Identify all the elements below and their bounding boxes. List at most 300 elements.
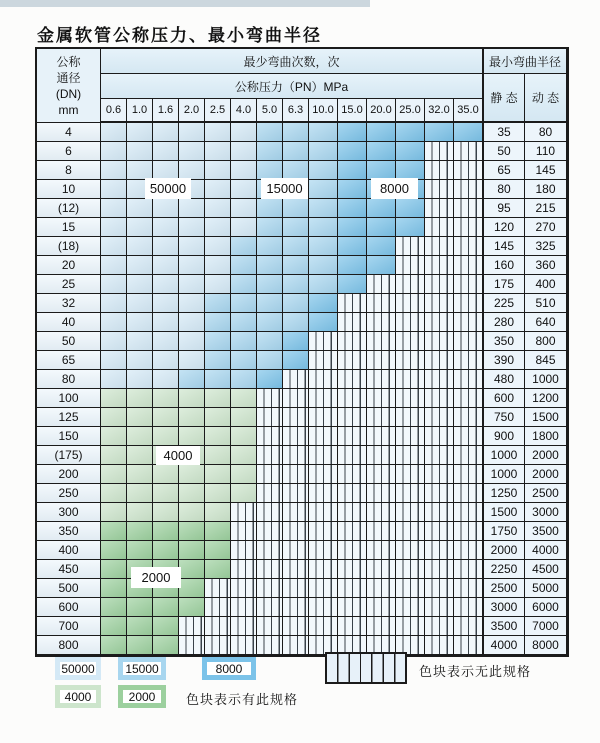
spec-cell — [231, 218, 257, 237]
no-spec-cell — [396, 446, 425, 465]
spec-cell — [127, 636, 153, 655]
spec-cell — [179, 294, 205, 313]
no-spec-cell — [338, 541, 367, 560]
no-spec-cell — [454, 370, 483, 389]
no-spec-cell — [454, 256, 483, 275]
spec-cell — [153, 218, 179, 237]
dn-cell: 15 — [37, 218, 101, 237]
no-spec-cell — [454, 275, 483, 294]
spec-cell — [309, 218, 338, 237]
spec-cell — [101, 579, 127, 598]
pressure-tick: 0.6 — [101, 99, 127, 123]
spec-cell — [101, 218, 127, 237]
no-spec-cell — [283, 522, 309, 541]
no-spec-cell — [396, 579, 425, 598]
dynamic-radius-value: 2000 — [525, 446, 567, 465]
dynamic-radius-value: 325 — [525, 237, 567, 256]
spec-cell — [153, 199, 179, 218]
spec-cell — [205, 408, 231, 427]
spec-cell — [257, 142, 283, 161]
dn-cell: 65 — [37, 351, 101, 370]
no-spec-cell — [367, 389, 396, 408]
no-spec-cell — [454, 237, 483, 256]
no-spec-cell — [454, 598, 483, 617]
spec-cell — [231, 294, 257, 313]
pressure-tick: 5.0 — [257, 99, 283, 123]
dn-cell: (12) — [37, 199, 101, 218]
dynamic-radius-value: 1000 — [525, 370, 567, 389]
spec-cell — [367, 218, 396, 237]
dn-cell: 700 — [37, 617, 101, 636]
spec-cell — [127, 389, 153, 408]
spec-cell — [101, 351, 127, 370]
no-spec-cell — [257, 522, 283, 541]
spec-cell — [153, 123, 179, 142]
spec-cell — [231, 351, 257, 370]
no-spec-cell — [257, 560, 283, 579]
pressure-tick: 25.0 — [396, 99, 425, 123]
zone-label-4000: 4000 — [156, 446, 200, 465]
spec-cell — [179, 503, 205, 522]
dn-cell: 40 — [37, 313, 101, 332]
static-radius-value: 50 — [483, 142, 525, 161]
no-spec-cell — [309, 389, 338, 408]
dynamic-radius-value: 5000 — [525, 579, 567, 598]
no-spec-cell — [425, 218, 454, 237]
spec-cell — [231, 484, 257, 503]
no-spec-cell — [338, 560, 367, 579]
no-spec-cell — [425, 598, 454, 617]
spec-cell — [338, 199, 367, 218]
spec-cell — [367, 256, 396, 275]
no-spec-cell — [454, 180, 483, 199]
no-spec-cell — [367, 579, 396, 598]
static-radius-value: 3500 — [483, 617, 525, 636]
zone-label-50000: 50000 — [145, 178, 191, 199]
no-spec-cell — [257, 446, 283, 465]
spec-cell — [205, 541, 231, 560]
no-spec-cell — [367, 370, 396, 389]
spec-cell — [153, 465, 179, 484]
no-spec-cell — [283, 484, 309, 503]
no-spec-cell — [257, 408, 283, 427]
static-radius-value: 175 — [483, 275, 525, 294]
spec-cell — [127, 598, 153, 617]
spec-cell — [127, 332, 153, 351]
static-radius-value: 65 — [483, 161, 525, 180]
no-spec-cell — [454, 294, 483, 313]
no-spec-cell — [396, 294, 425, 313]
dynamic-radius-value: 3000 — [525, 503, 567, 522]
spec-cell — [179, 370, 205, 389]
spec-cell — [127, 123, 153, 142]
no-spec-cell — [425, 446, 454, 465]
no-spec-cell — [454, 484, 483, 503]
no-spec-cell — [425, 180, 454, 199]
spec-cell — [101, 294, 127, 313]
dynamic-radius-value: 145 — [525, 161, 567, 180]
spec-cell — [127, 199, 153, 218]
dn-cell: 6 — [37, 142, 101, 161]
spec-cell — [283, 313, 309, 332]
static-radius-value: 1250 — [483, 484, 525, 503]
spec-cell — [205, 465, 231, 484]
spec-cell — [283, 199, 309, 218]
dynamic-radius-value: 2500 — [525, 484, 567, 503]
spec-cell — [231, 313, 257, 332]
no-spec-cell — [425, 351, 454, 370]
spec-cell — [127, 465, 153, 484]
no-spec-cell — [454, 465, 483, 484]
no-spec-cell — [309, 446, 338, 465]
spec-cell — [205, 522, 231, 541]
no-spec-cell — [425, 256, 454, 275]
no-spec-cell — [338, 351, 367, 370]
no-spec-cell — [338, 617, 367, 636]
no-spec-cell — [454, 332, 483, 351]
no-spec-cell — [454, 313, 483, 332]
no-spec-cell — [231, 541, 257, 560]
spec-cell — [205, 389, 231, 408]
spec-cell — [127, 370, 153, 389]
no-spec-cell — [367, 351, 396, 370]
spec-cell — [179, 313, 205, 332]
dn-cell: 32 — [37, 294, 101, 313]
spec-cell — [231, 199, 257, 218]
no-spec-cell — [283, 503, 309, 522]
no-spec-cell — [454, 218, 483, 237]
spec-cell — [257, 294, 283, 313]
dn-cell: 400 — [37, 541, 101, 560]
spec-cell — [205, 427, 231, 446]
dn-cell: (175) — [37, 446, 101, 465]
no-spec-cell — [454, 636, 483, 655]
no-spec-cell — [367, 465, 396, 484]
spec-cell — [205, 275, 231, 294]
no-spec-cell — [231, 636, 257, 655]
spec-cell — [153, 522, 179, 541]
static-radius-value: 145 — [483, 237, 525, 256]
spec-cell — [153, 275, 179, 294]
dn-cell: 800 — [37, 636, 101, 655]
no-spec-cell — [425, 199, 454, 218]
no-spec-cell — [338, 408, 367, 427]
spec-cell — [257, 275, 283, 294]
dn-cell: 450 — [37, 560, 101, 579]
spec-cell — [205, 332, 231, 351]
static-radius-value: 280 — [483, 313, 525, 332]
zone-label-15000: 15000 — [261, 178, 308, 199]
spec-cell — [153, 427, 179, 446]
spec-cell — [231, 275, 257, 294]
spec-cell — [127, 617, 153, 636]
spec-table — [35, 47, 569, 657]
static-radius-value: 80 — [483, 180, 525, 199]
spec-cell — [101, 199, 127, 218]
no-spec-cell — [231, 579, 257, 598]
spec-cell — [101, 332, 127, 351]
no-spec-cell — [396, 256, 425, 275]
no-spec-cell — [425, 484, 454, 503]
spec-cell — [153, 332, 179, 351]
header-dn-line1: 公称 — [56, 54, 81, 69]
dynamic-radius-value: 640 — [525, 313, 567, 332]
no-spec-cell — [283, 617, 309, 636]
spec-cell — [127, 351, 153, 370]
no-spec-cell — [454, 199, 483, 218]
pressure-tick: 1.6 — [153, 99, 179, 123]
spec-cell — [338, 218, 367, 237]
no-spec-cell — [454, 446, 483, 465]
spec-cell — [101, 503, 127, 522]
no-spec-cell — [367, 332, 396, 351]
spec-cell — [283, 332, 309, 351]
spec-cell — [309, 313, 338, 332]
no-spec-cell — [425, 579, 454, 598]
dynamic-radius-value: 400 — [525, 275, 567, 294]
no-spec-cell — [396, 275, 425, 294]
spec-cell — [205, 503, 231, 522]
dynamic-radius-value: 3500 — [525, 522, 567, 541]
spec-cell — [205, 294, 231, 313]
spec-cell — [127, 408, 153, 427]
no-spec-cell — [338, 294, 367, 313]
dn-cell: 600 — [37, 598, 101, 617]
header-dynamic: 动 态 — [525, 74, 567, 123]
no-spec-cell — [367, 294, 396, 313]
no-spec-cell — [309, 598, 338, 617]
spec-cell — [283, 294, 309, 313]
static-radius-value: 600 — [483, 389, 525, 408]
header-dn-line2: 通径 — [56, 70, 81, 85]
dynamic-radius-value: 4000 — [525, 541, 567, 560]
no-spec-cell — [367, 427, 396, 446]
no-spec-cell — [231, 503, 257, 522]
dynamic-radius-value: 1800 — [525, 427, 567, 446]
spec-cell — [153, 370, 179, 389]
spec-cell — [231, 161, 257, 180]
spec-cell — [257, 313, 283, 332]
spec-cell — [231, 180, 257, 199]
no-spec-cell — [257, 503, 283, 522]
spec-cell — [309, 142, 338, 161]
spec-cell — [367, 237, 396, 256]
zone-label-2000: 2000 — [131, 567, 181, 588]
no-spec-cell — [454, 503, 483, 522]
spec-cell — [231, 237, 257, 256]
spec-table-grid — [35, 47, 569, 657]
no-spec-cell — [367, 275, 396, 294]
no-spec-cell — [396, 598, 425, 617]
spec-cell — [127, 218, 153, 237]
no-spec-cell — [205, 579, 231, 598]
spec-cell — [338, 237, 367, 256]
no-spec-cell — [309, 427, 338, 446]
no-spec-cell — [179, 617, 205, 636]
no-spec-cell — [283, 636, 309, 655]
no-spec-cell — [338, 465, 367, 484]
no-spec-cell — [425, 370, 454, 389]
no-spec-cell — [231, 598, 257, 617]
dn-cell: 150 — [37, 427, 101, 446]
spec-cell — [257, 199, 283, 218]
dynamic-radius-value: 180 — [525, 180, 567, 199]
spec-cell — [205, 199, 231, 218]
spec-cell — [179, 579, 205, 598]
static-radius-value: 390 — [483, 351, 525, 370]
spec-cell — [231, 256, 257, 275]
no-spec-cell — [425, 237, 454, 256]
spec-cell — [127, 522, 153, 541]
spec-cell — [309, 294, 338, 313]
spec-cell — [179, 389, 205, 408]
header-dn-line3: (DN) — [55, 86, 82, 101]
no-spec-cell — [396, 351, 425, 370]
no-spec-cell — [338, 446, 367, 465]
header-bend-cycles: 最少弯曲次数，次 — [101, 49, 483, 74]
pressure-tick: 20.0 — [367, 99, 396, 123]
no-spec-cell — [454, 617, 483, 636]
dn-cell: (18) — [37, 237, 101, 256]
spec-cell — [101, 123, 127, 142]
dynamic-radius-value: 8000 — [525, 636, 567, 655]
spec-cell — [205, 161, 231, 180]
spec-cell — [101, 446, 127, 465]
no-spec-cell — [454, 161, 483, 180]
no-spec-cell — [338, 522, 367, 541]
dn-cell: 80 — [37, 370, 101, 389]
spec-cell — [231, 370, 257, 389]
no-spec-cell — [396, 541, 425, 560]
spec-cell — [257, 218, 283, 237]
spec-cell — [205, 218, 231, 237]
spec-cell — [309, 237, 338, 256]
no-spec-cell — [309, 541, 338, 560]
legend-chip-15000: 15000 — [118, 657, 166, 680]
spec-cell — [179, 199, 205, 218]
spec-cell — [367, 123, 396, 142]
spec-cell — [153, 617, 179, 636]
legend-available-note: 色块表示有此规格 — [186, 692, 299, 707]
no-spec-cell — [257, 465, 283, 484]
spec-cell — [309, 123, 338, 142]
dynamic-radius-value: 800 — [525, 332, 567, 351]
spec-cell — [101, 636, 127, 655]
no-spec-cell — [454, 408, 483, 427]
static-radius-value: 3000 — [483, 598, 525, 617]
no-spec-cell — [309, 522, 338, 541]
no-spec-cell — [396, 465, 425, 484]
no-spec-cell — [367, 446, 396, 465]
static-radius-value: 120 — [483, 218, 525, 237]
spec-cell — [101, 484, 127, 503]
spec-cell — [205, 256, 231, 275]
spec-cell — [153, 256, 179, 275]
pressure-tick: 32.0 — [425, 99, 454, 123]
dynamic-radius-value: 270 — [525, 218, 567, 237]
spec-cell — [153, 541, 179, 560]
static-radius-value: 900 — [483, 427, 525, 446]
no-spec-cell — [396, 313, 425, 332]
dynamic-radius-value: 80 — [525, 123, 567, 142]
no-spec-cell — [283, 465, 309, 484]
spec-cell — [231, 142, 257, 161]
no-spec-cell — [454, 351, 483, 370]
no-spec-cell — [309, 370, 338, 389]
no-spec-cell — [425, 313, 454, 332]
dynamic-radius-value: 845 — [525, 351, 567, 370]
spec-cell — [231, 332, 257, 351]
pressure-tick: 35.0 — [454, 99, 483, 123]
no-spec-cell — [283, 560, 309, 579]
legend-no-spec-swatch — [325, 652, 407, 684]
spec-cell — [153, 484, 179, 503]
spec-cell — [338, 256, 367, 275]
spec-cell — [283, 142, 309, 161]
spec-cell — [179, 522, 205, 541]
spec-cell — [179, 408, 205, 427]
static-radius-value: 1000 — [483, 446, 525, 465]
header-static: 静 态 — [483, 74, 525, 123]
spec-cell — [101, 617, 127, 636]
spec-cell — [127, 446, 153, 465]
spec-cell — [127, 541, 153, 560]
static-radius-value: 225 — [483, 294, 525, 313]
static-radius-value: 750 — [483, 408, 525, 427]
no-spec-cell — [396, 332, 425, 351]
header-dn-line4: mm — [58, 102, 79, 117]
no-spec-cell — [454, 389, 483, 408]
pressure-tick: 6.3 — [283, 99, 309, 123]
legend-chip-8000: 8000 — [202, 657, 256, 680]
no-spec-cell — [425, 408, 454, 427]
no-spec-cell — [283, 541, 309, 560]
static-radius-value: 2250 — [483, 560, 525, 579]
no-spec-cell — [454, 427, 483, 446]
spec-cell — [396, 142, 425, 161]
spec-cell — [283, 237, 309, 256]
static-radius-value: 2500 — [483, 579, 525, 598]
no-spec-cell — [425, 560, 454, 579]
spec-cell — [179, 256, 205, 275]
spec-cell — [231, 408, 257, 427]
no-spec-cell — [425, 617, 454, 636]
spec-cell — [283, 351, 309, 370]
no-spec-cell — [283, 370, 309, 389]
no-spec-cell — [231, 560, 257, 579]
spec-cell — [179, 351, 205, 370]
spec-cell — [101, 161, 127, 180]
page-title: 金属软管公称压力、最小弯曲半径 — [37, 26, 322, 46]
spec-cell — [179, 142, 205, 161]
dynamic-radius-value: 6000 — [525, 598, 567, 617]
no-spec-cell — [367, 503, 396, 522]
header-dn — [37, 49, 101, 123]
spec-cell — [309, 161, 338, 180]
spec-cell — [127, 275, 153, 294]
spec-cell — [338, 123, 367, 142]
spec-cell — [179, 275, 205, 294]
pressure-tick: 10.0 — [309, 99, 338, 123]
no-spec-cell — [338, 598, 367, 617]
dn-cell: 350 — [37, 522, 101, 541]
dynamic-radius-value: 215 — [525, 199, 567, 218]
pressure-tick: 2.0 — [179, 99, 205, 123]
spec-cell — [153, 351, 179, 370]
dn-cell: 200 — [37, 465, 101, 484]
no-spec-cell — [425, 161, 454, 180]
no-spec-cell — [367, 408, 396, 427]
